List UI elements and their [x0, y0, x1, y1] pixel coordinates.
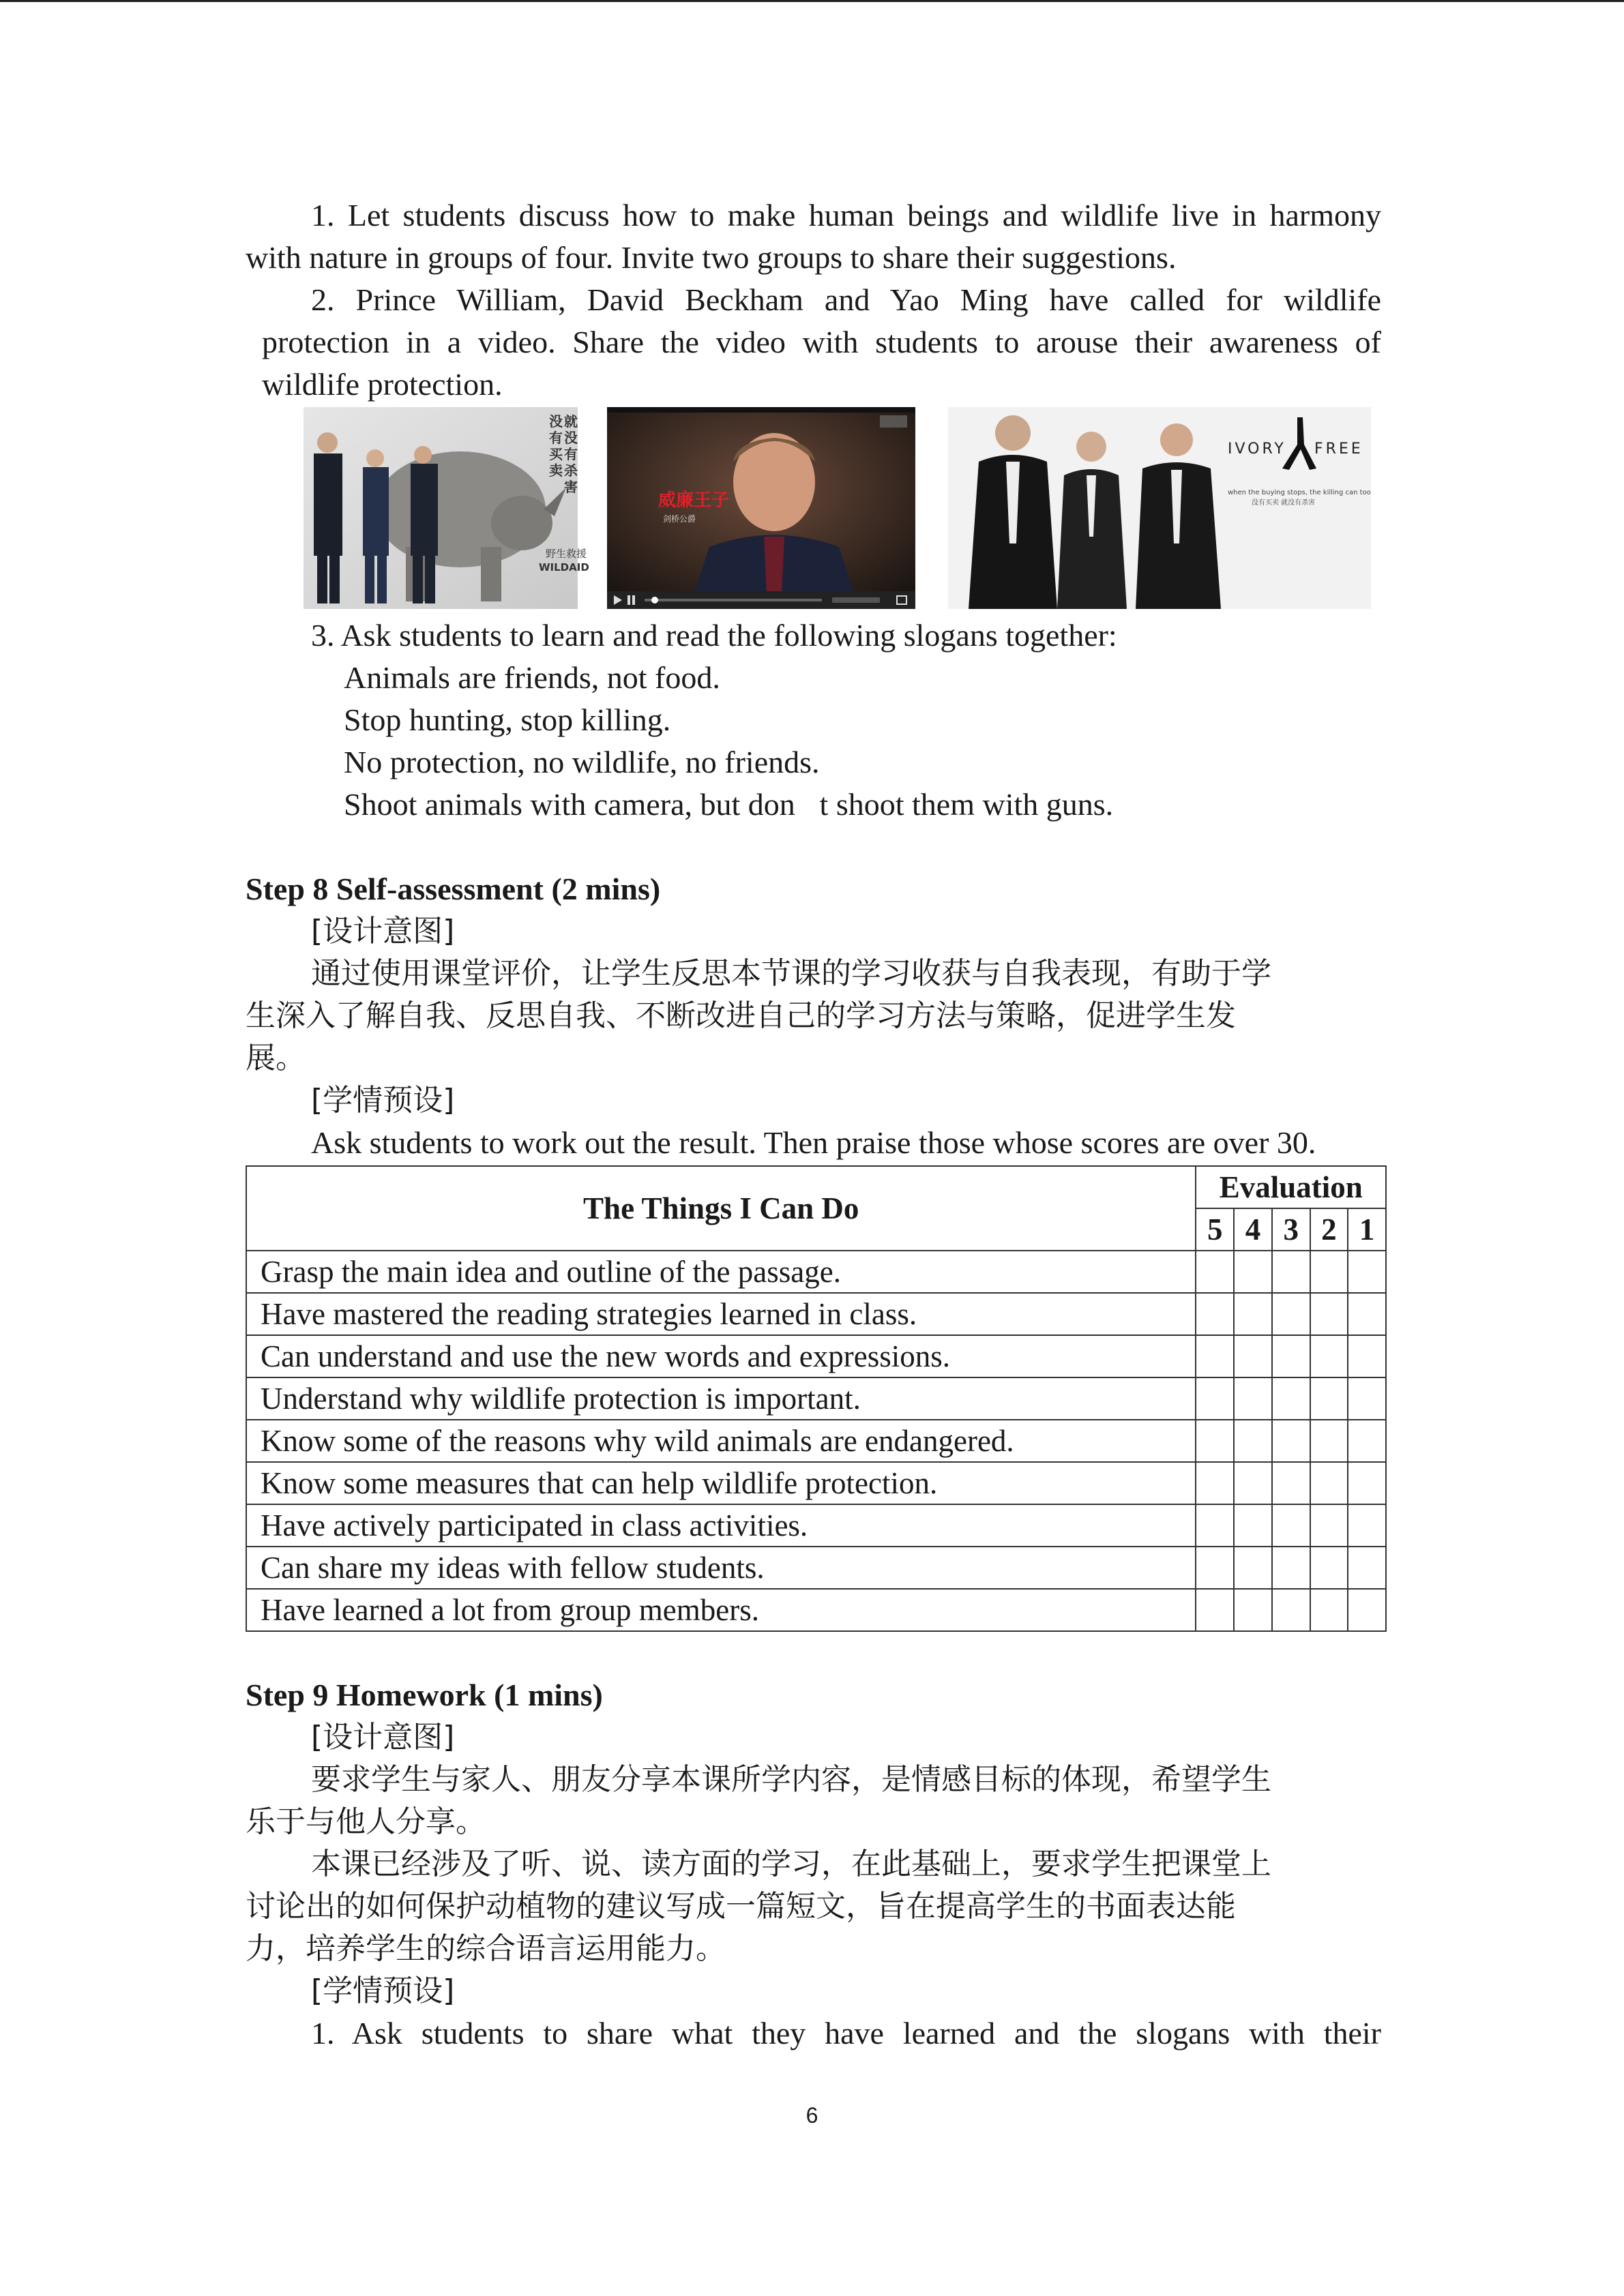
step9-design-line-5: 力，培养学生的综合语言运用能力。 [246, 1931, 726, 1966]
table-header-things: The Things I Can Do [246, 1166, 1196, 1251]
top-border [0, 0, 1624, 2]
step9-preset-line-1: 1. Ask students to share what they have learned and the slogans with their [311, 2016, 1381, 2051]
table-row-label: Have actively participated in class activities. [246, 1504, 1196, 1547]
score-cell[interactable] [1310, 1377, 1348, 1420]
score-cell[interactable] [1234, 1335, 1272, 1377]
score-cell[interactable] [1310, 1251, 1348, 1293]
svg-text:没: 没 [564, 430, 578, 446]
table-row-label: Grasp the main idea and outline of the passage. [246, 1251, 1196, 1293]
step9-design-tag: [设计意图] [311, 1720, 455, 1755]
score-cell[interactable] [1348, 1293, 1386, 1335]
score-cell[interactable] [1272, 1251, 1310, 1293]
self-assessment-table [246, 1165, 1387, 1632]
paragraph-3: 3. Ask students to learn and read the following slogans together: [311, 618, 1117, 653]
score-cell[interactable] [1272, 1462, 1310, 1504]
score-header-1: 1 [1348, 1208, 1386, 1251]
score-cell[interactable] [1196, 1504, 1234, 1547]
paragraph-2-line-1: 2. Prince William, David Beckham and Yao Ming have called for wildlife [311, 282, 1381, 317]
slogan-4: Shoot animals with camera, but don t shoot them with guns. [344, 787, 1114, 822]
table-row [246, 1293, 1386, 1335]
table-row [246, 1335, 1386, 1377]
score-cell[interactable] [1272, 1420, 1310, 1462]
step9-preset-tag: [学情预设] [311, 1973, 455, 2008]
score-cell[interactable] [1310, 1462, 1348, 1504]
score-cell[interactable] [1196, 1293, 1234, 1335]
score-cell[interactable] [1348, 1335, 1386, 1377]
svg-text:有: 有 [549, 430, 563, 446]
table-row-label: Can understand and use the new words and expressions. [246, 1335, 1196, 1377]
table-row-label: Know some of the reasons why wild animals are endangered. [246, 1420, 1196, 1462]
score-cell[interactable] [1272, 1589, 1310, 1631]
table-row [246, 1377, 1386, 1420]
score-cell[interactable] [1234, 1420, 1272, 1462]
video-frame-prince[interactable] [607, 407, 915, 609]
score-header-4: 4 [1234, 1208, 1272, 1251]
spacer [246, 826, 1381, 868]
photo-rhino-ambassadors [304, 407, 589, 609]
ivory-tagline-cn: 没有买卖 就没有杀害 [1252, 499, 1316, 507]
img1-logo-en: WILDAID [539, 561, 589, 573]
score-header-3: 3 [1272, 1208, 1310, 1251]
svg-text:买: 买 [549, 446, 563, 462]
table-row-label: Know some measures that can help wildlife protection. [246, 1462, 1196, 1504]
score-cell[interactable] [1196, 1420, 1234, 1462]
step9-design-line-2: 乐于与他人分享。 [246, 1804, 486, 1839]
table-row [246, 1251, 1386, 1293]
slogan-2: Stop hunting, stop killing. [344, 702, 671, 737]
table-row-label: Understand why wildlife protection is important. [246, 1377, 1196, 1420]
table-row-label: Have learned a lot from group members. [246, 1589, 1196, 1631]
score-header-5: 5 [1196, 1208, 1234, 1251]
video-caption-name: 威廉王子 [658, 490, 730, 511]
score-cell[interactable] [1234, 1589, 1272, 1631]
score-cell[interactable] [1310, 1547, 1348, 1589]
svg-text:没: 没 [549, 413, 563, 430]
svg-text:卖: 卖 [549, 462, 563, 479]
step9-design-line-4: 讨论出的如何保护动植物的建议写成一篇短文，旨在提高学生的书面表达能 [246, 1889, 1236, 1924]
score-cell[interactable] [1234, 1547, 1272, 1589]
slogan-3: No protection, no wildlife, no friends. [344, 745, 820, 779]
score-cell[interactable] [1348, 1589, 1386, 1631]
score-cell[interactable] [1234, 1504, 1272, 1547]
paragraph-1-line-2: with nature in groups of four. Invite two groups to share their suggestions. [246, 240, 1177, 275]
score-cell[interactable] [1234, 1377, 1272, 1420]
score-cell[interactable] [1196, 1377, 1234, 1420]
svg-text:就: 就 [564, 413, 578, 430]
slogan-1: Animals are friends, not food. [344, 660, 720, 695]
score-cell[interactable] [1234, 1251, 1272, 1293]
table-row [246, 1547, 1386, 1589]
score-cell[interactable] [1234, 1462, 1272, 1504]
svg-text:有: 有 [564, 446, 578, 462]
spacer [246, 1632, 1381, 1674]
score-cell[interactable] [1348, 1462, 1386, 1504]
score-cell[interactable] [1348, 1377, 1386, 1420]
paragraph-2-line-2: protection in a video. Share the video with students to arouse their awareness of [262, 325, 1381, 359]
score-cell[interactable] [1348, 1504, 1386, 1547]
page-number: 6 [806, 2103, 818, 2128]
svg-text:杀: 杀 [564, 462, 578, 479]
step8-preset-tag: [学情预设] [311, 1083, 455, 1118]
table-row-label: Have mastered the reading strategies learned in class. [246, 1293, 1196, 1335]
video-stills [246, 407, 1381, 612]
photo-ivory-free [948, 407, 1371, 609]
score-cell[interactable] [1196, 1335, 1234, 1377]
table-row-label: Can share my ideas with fellow students. [246, 1547, 1196, 1589]
score-cell[interactable] [1310, 1420, 1348, 1462]
score-cell[interactable] [1272, 1335, 1310, 1377]
table-row [246, 1462, 1386, 1504]
score-cell[interactable] [1196, 1462, 1234, 1504]
step8-design-line-1: 通过使用课堂评价，让学生反思本节课的学习收获与自我表现，有助于学 [311, 956, 1271, 991]
score-cell[interactable] [1196, 1547, 1234, 1589]
score-cell[interactable] [1234, 1293, 1272, 1335]
paragraph-1-line-1: 1. Let students discuss how to make human beings and wildlife live in harmony [311, 198, 1381, 233]
video-seekbar[interactable] [645, 599, 822, 601]
svg-text:害: 害 [564, 479, 578, 495]
ivory-tagline-en: when the buying stops, the killing can too [1228, 489, 1371, 496]
step8-heading: Step 8 Self-assessment (2 mins) [246, 871, 661, 906]
table-row [246, 1504, 1386, 1547]
score-cell[interactable] [1310, 1293, 1348, 1335]
ivory-free-logo-right: FREE [1314, 441, 1363, 458]
table-row [246, 1589, 1386, 1631]
score-cell[interactable] [1196, 1589, 1234, 1631]
score-cell[interactable] [1348, 1251, 1386, 1293]
step8-preset-text: Ask students to work out the result. Then praise those whose scores are over 30. [311, 1125, 1316, 1160]
step8-design-line-2: 生深入了解自我、反思自我、不断改进自己的学习方法与策略，促进学生发 [246, 998, 1236, 1033]
ivory-free-logo-left: IVORY [1228, 441, 1286, 458]
score-cell[interactable] [1272, 1293, 1310, 1335]
img1-logo-cn: 野生救援 [546, 548, 587, 560]
score-cell[interactable] [1272, 1377, 1310, 1420]
table-header-evaluation: Evaluation [1196, 1166, 1386, 1208]
step9-design-line-1: 要求学生与家人、朋友分享本课所学内容，是情感目标的体现，希望学生 [311, 1762, 1271, 1797]
step9-design-line-3: 本课已经涉及了听、说、读方面的学习，在此基础上，要求学生把课堂上 [311, 1847, 1271, 1881]
step8-design-tag: [设计意图] [311, 914, 455, 949]
score-cell[interactable] [1272, 1547, 1310, 1589]
score-header-2: 2 [1310, 1208, 1348, 1251]
score-cell[interactable] [1272, 1504, 1310, 1547]
score-cell[interactable] [1196, 1251, 1234, 1293]
score-cell[interactable] [1348, 1420, 1386, 1462]
video-caption-sub: 剑桥公爵 [663, 514, 696, 524]
score-cell[interactable] [1310, 1589, 1348, 1631]
step9-heading: Step 9 Homework (1 mins) [246, 1678, 603, 1712]
score-cell[interactable] [1348, 1547, 1386, 1589]
score-cell[interactable] [1310, 1335, 1348, 1377]
step8-design-line-3: 展。 [246, 1041, 306, 1075]
score-cell[interactable] [1310, 1504, 1348, 1547]
table-row [246, 1420, 1386, 1462]
document-page [246, 194, 1381, 2055]
paragraph-2-line-3: wildlife protection. [262, 367, 503, 402]
